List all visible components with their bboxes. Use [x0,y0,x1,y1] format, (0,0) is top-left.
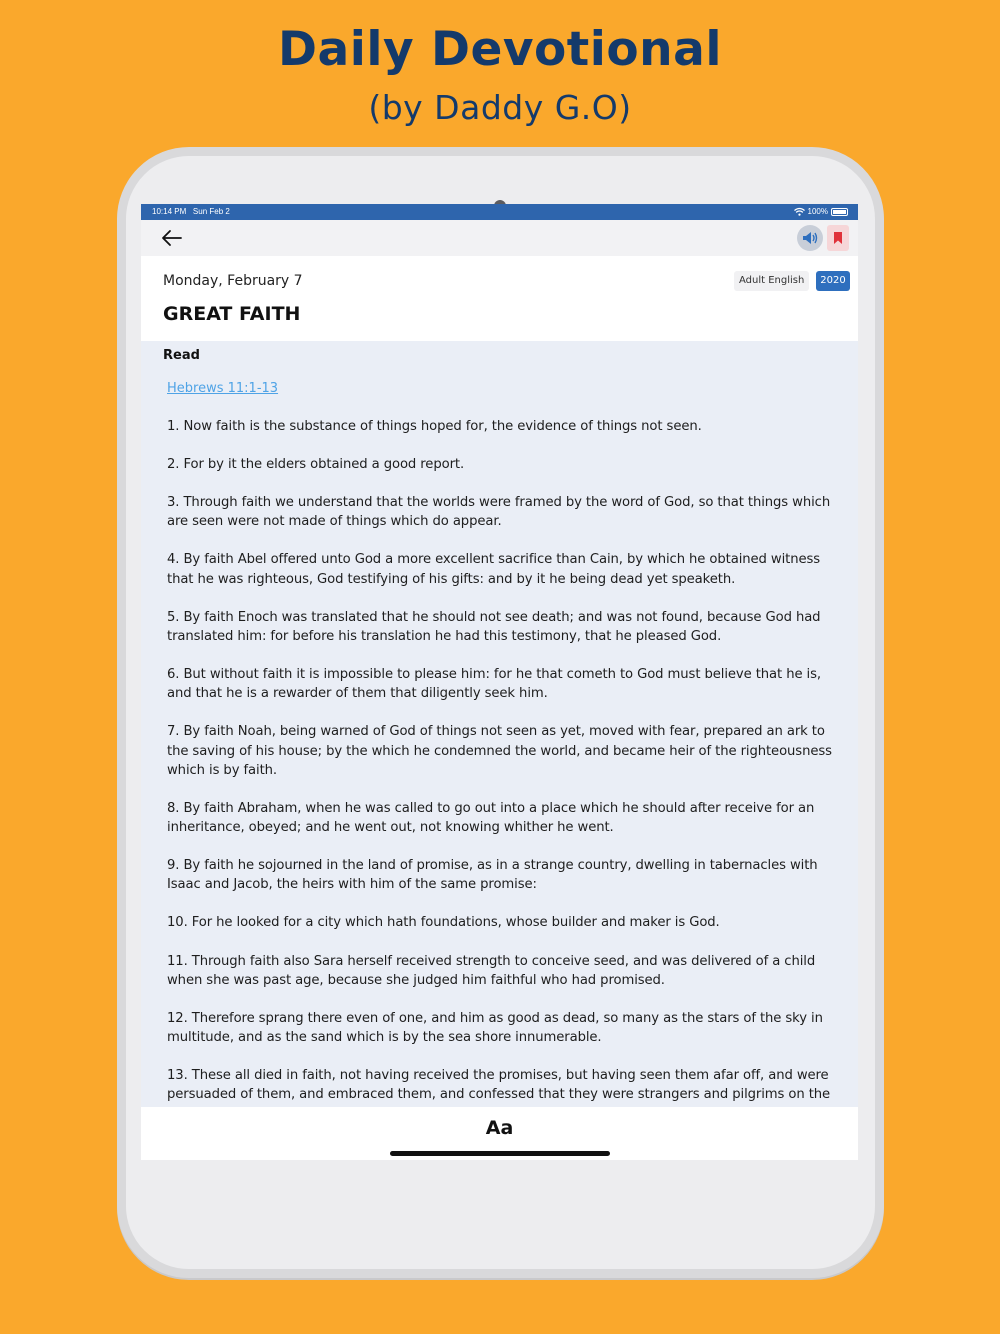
verse: 2. For by it the elders obtained a good report. [167,457,465,473]
home-indicator[interactable] [390,1151,610,1156]
verse: 3. Through faith we understand that the worlds were framed by the word of God, so that things which are seen were not made of things which do appear. [167,495,831,530]
verse: 10. For he looked for a city which hath foundations, whose builder and maker is God. [167,915,720,931]
verse: 13. These all died in faith, not having received the promises, but having seen them afar off, and were persuaded of them, and embraced them, and confessed that they were strangers and pilgrims on the [167,1068,831,1103]
verse: 11. Through faith also Sara herself received strength to conceive seed, and was delivered of a child when she was past age, because she judged him faithful who had promised. [167,953,816,988]
speaker-button[interactable] [797,225,823,251]
devotional-content[interactable] [141,341,858,1107]
battery-icon [831,208,848,216]
wifi-icon [794,208,805,216]
verse: 12. Therefore sprang there even of one, and him as good as dead, so many as the stars of the sky in multitude, and as the sand which is by the sea shore innumerable. [167,1010,823,1046]
speaker-icon [802,231,818,245]
nav-bar [141,220,858,257]
scripture-link[interactable]: Hebrews 11:1-13 [167,381,279,396]
battery-percent: 100% [807,207,828,216]
year-badge[interactable]: 2020 [816,271,850,291]
verse: 5. By faith Enoch was translated that he should not see death; and was not found, because God had translated him: for before his translation he had this testimony, that he pleased God. [167,609,821,644]
verse: 8. By faith Abraham, when he was called to go out into a place which he should after receive for an inheritance, obeyed; and he went out, not knowing whither he went. [167,800,815,836]
verse: 6. But without faith it is impossible to please him: for he that cometh to God must believe that he is, and that he is a rewarder of them that diligently seek him. [167,667,821,702]
devotional-date: Monday, February 7 [163,273,303,289]
verse: 4. By faith Abel offered unto God a more excellent sacrifice than Cain, by which he obtained witness that he was righteous, God testifying of his gifts: and by it he being dead yet speaketh. [167,552,821,587]
devotional-header [141,256,858,341]
status-clock: 10:14 PM [152,207,187,216]
font-size-button[interactable]: Aa [485,1117,514,1139]
verse: 1. Now faith is the substance of things hoped for, the evidence of things not seen. [167,419,702,434]
devotional-title: GREAT FAITH [163,303,301,325]
bottom-toolbar [141,1107,858,1160]
verse: 9. By faith he sojourned in the land of promise, as in a strange country, dwelling in tabernacles with Isaac and Jacob, the heirs with him of the same promise: [167,858,818,893]
promo-title: Daily Devotional [278,22,722,77]
promo-subtitle: (by Daddy G.O) [368,88,632,127]
back-arrow-icon[interactable] [161,229,183,247]
status-bar [141,204,858,220]
status-date: Sun Feb 2 [192,207,230,216]
bookmark-icon [834,232,842,244]
status-time [152,207,230,216]
bookmark-button[interactable] [827,225,849,251]
verse-list [167,417,837,1143]
status-indicators [794,207,848,216]
language-badge[interactable]: Adult English [734,271,809,291]
read-label: Read [163,348,200,363]
verse: 7. By faith Noah, being warned of God of things not seen as yet, moved with fear, prepared an ark to the saving of his house; by the which he condemned the world, and became heir of the righteousness which is by faith. [167,724,832,778]
app-screen [141,204,858,1160]
